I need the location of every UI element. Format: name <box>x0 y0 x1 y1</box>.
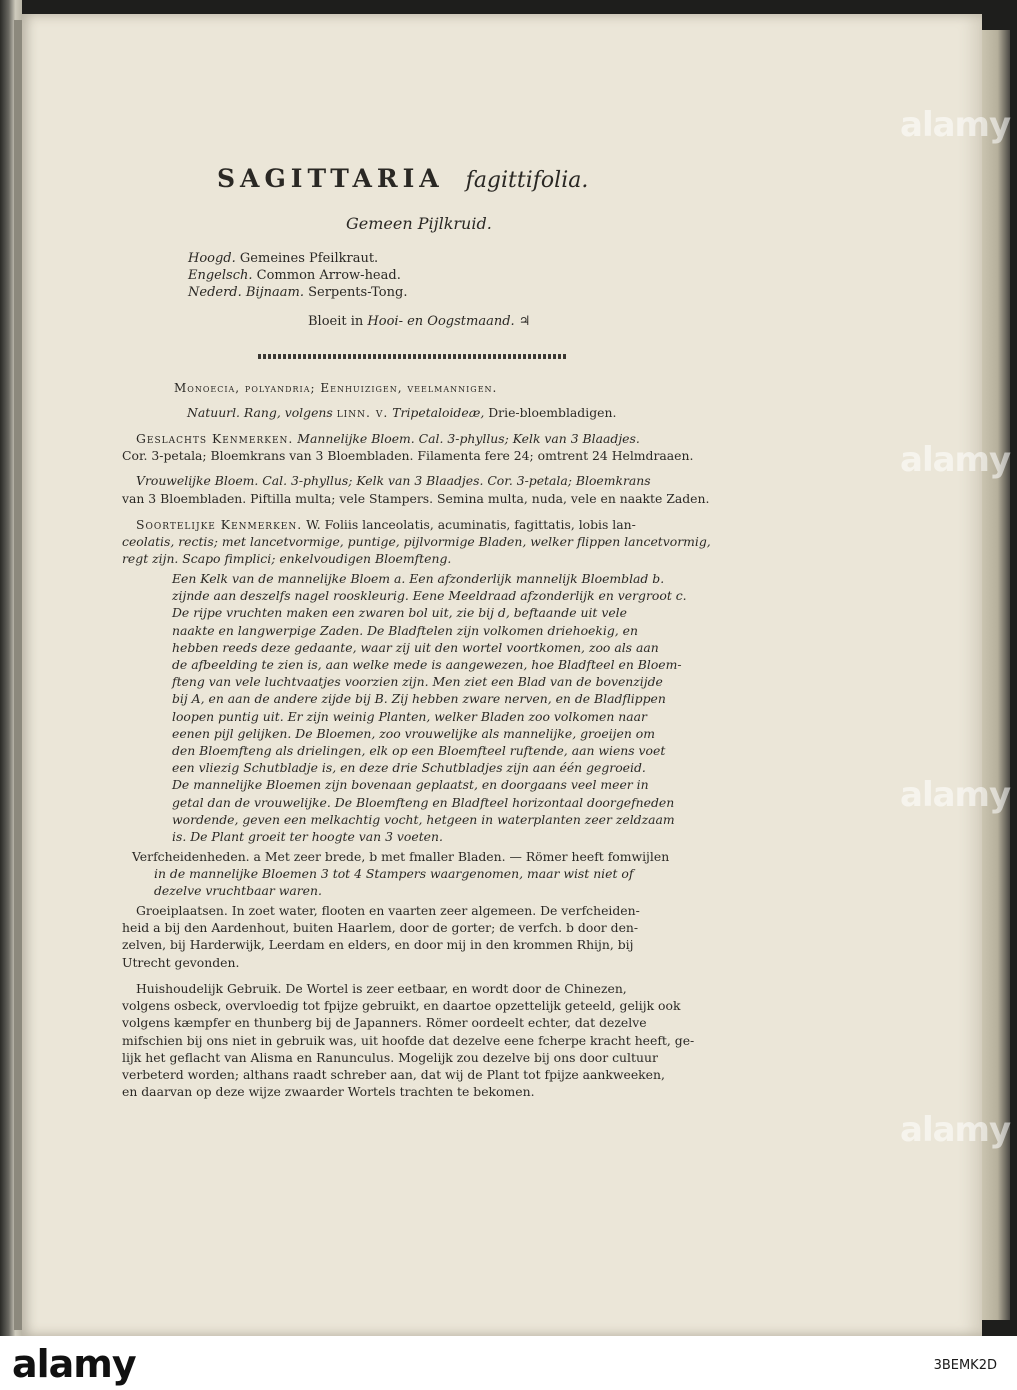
perennial-symbol: ♃ <box>518 314 531 329</box>
description-line: De mannelijke Bloemen zijn bovenaan geplaatst, en doorgaans veel meer in <box>172 777 649 793</box>
description-line: fteng van vele luchtvaatjes voorzien zijn. Men ziet een Blad van de bovenzijde <box>172 674 663 690</box>
description-line: is. De Plant groeit ter hoogte van 3 voeten. <box>172 829 443 845</box>
page-content <box>22 14 982 1336</box>
common-name: Gemeen Pijlkruid. <box>346 214 492 233</box>
watermark-logo: alamy <box>900 440 1011 480</box>
plant-title <box>217 164 588 193</box>
geslachts-line: Mannelijke Bloem. Cal. 3-phyllus; Kelk van 3 Blaadjes. <box>297 431 640 446</box>
flowering-period <box>308 314 530 329</box>
rang-dutch: Drie-bloembladigen. <box>488 405 617 420</box>
name-row <box>188 250 407 267</box>
classification <box>174 380 497 397</box>
rang-linn: linn. v. <box>336 405 389 420</box>
rang-order: Tripetaloideæ, <box>392 405 485 420</box>
use-line: verbeterd worden; althans raadt schreber aan, dat wij de Plant tot fpijze aankweeken, <box>122 1067 665 1083</box>
name-lang: Engelsch. <box>188 268 253 283</box>
name-value: Gemeines Pfeilkraut. <box>239 251 379 266</box>
soortelijke-line: ceolatis, rectis; met lancetvormige, puntige, pijlvormige Bladen, welker flippen lancetvormig, <box>122 534 711 550</box>
description-line: een vliezig Schutbladje is, en deze drie Schutbladjes zijn aan één gegroeid. <box>172 760 646 776</box>
name-row <box>188 284 407 301</box>
habitat-line: Utrecht gevonden. <box>122 954 240 970</box>
bloeit-prefix: Bloeit in <box>308 314 364 329</box>
description-line: eenen pijl gelijken. De Bloemen, zoo vrouwelijke als mannelijke, groeijen om <box>172 725 655 741</box>
rang-label: Natuurl. Rang, volgens <box>187 405 333 420</box>
description-line: wordende, geven een melkachtig vocht, hetgeen in waterplanten zeer zeldzaam <box>172 811 675 827</box>
watermark-footer <box>0 1336 1017 1390</box>
book-page <box>22 14 982 1336</box>
use-line: en daarvan op deze wijze zwaarder Wortels trachten te bekomen. <box>122 1084 535 1100</box>
image-id: 3BEMK2D <box>933 1358 997 1373</box>
classification-text: Monoecia, polyandria; Eenhuizigen, veelmannigen. <box>174 381 498 395</box>
name-lang: Nederd. Bijnaam. <box>188 285 304 300</box>
name-lang: Hoogd. <box>188 251 236 266</box>
watermark-logo: alamy <box>900 1110 1011 1150</box>
habitat <box>122 902 922 971</box>
description-line: De rijpe vruchten maken een zwaren bol uit, zie bij d, beftaande uit vele <box>172 605 627 621</box>
description-line: den Bloemfteng als drielingen, elk op een Bloemfteel ruftende, aan wiens voet <box>172 743 666 759</box>
geslachts-line: Cor. 3-petala; Bloemkrans van 3 Bloembladen. Filamenta fere 24; omtrent 24 Helmdraaen. <box>122 448 694 464</box>
description-line: getal dan de vrouwelijke. De Bloemfteng en Bladfteel horizontaal doorgefneden <box>172 794 675 810</box>
description-line: zijnde aan deszelfs nagel rooskleurig. Eene Meeldraad afzonderlijk en vergroot c. <box>172 588 687 604</box>
footer-logo: alamy <box>12 1342 136 1386</box>
habitat-line: heid a bij den Aardenhout, buiten Haarlem, door de gorter; de verfch. b door den- <box>122 920 639 936</box>
household-use <box>122 980 922 1100</box>
varieties-line: Verfcheidenheden. a Met zeer brede, b met fmaller Bladen. — Römer heeft fomwijlen <box>132 849 670 864</box>
use-line: volgens osbeck, overvloedig tot fpijze gebruikt, en daartoe opzettelijk geteeld, gelijk ook <box>122 998 681 1014</box>
soortelijke-label: Soortelijke Kenmerken. <box>136 517 303 532</box>
genus-name: SAGITTARIA <box>217 164 444 193</box>
description-line: bij A, en aan de andere zijde bij B. Zij hebben zware nerven, en de Bladflippen <box>172 691 666 707</box>
name-row <box>188 267 407 284</box>
decorative-rule <box>258 354 568 359</box>
use-line: lijk het geflacht van Alisma en Ranunculus. Mogelijk zou dezelve bij ons door cultuur <box>122 1049 658 1065</box>
use-line: Huishoudelijk Gebruik. De Wortel is zeer eetbaar, en wordt door de Chinezen, <box>136 981 627 996</box>
description-line: loopen puntig uit. Er zijn weinig Planten, welker Bladen zoo volkomen naar <box>172 708 647 724</box>
genus-characters <box>122 430 922 507</box>
vernacular-names <box>188 250 407 301</box>
description-line: de afbeelding te zien is, aan welke mede is aangewezen, hoe Bladfteel en Bloem- <box>172 657 682 673</box>
habitat-line: zelven, bij Harderwijk, Leerdam en elders, en door mij in den krommen Rhijn, bij <box>122 937 634 953</box>
varieties-line: in de mannelijke Bloemen 3 tot 4 Stampers waargenomen, maar wist niet of <box>154 866 634 882</box>
watermark-logo: alamy <box>900 105 1011 145</box>
natural-rank <box>187 404 616 421</box>
use-line: volgens kæmpfer en thunberg bij de Japanners. Römer oordeelt echter, dat dezelve <box>122 1015 647 1031</box>
use-line: mifschien bij ons niet in gebruik was, uit hoofde dat dezelve eene fcherpe kracht heeft, ge- <box>122 1032 695 1048</box>
name-value: Common Arrow-head. <box>256 268 401 283</box>
watermark-logo: alamy <box>900 775 1011 815</box>
species-characters <box>122 516 922 568</box>
book-gutter <box>14 20 22 1330</box>
geslachts-label: Geslachts Kenmerken. <box>136 431 294 446</box>
description-line: hebben reeds deze gedaante, waar zij uit den wortel voortkomen, zoo als aan <box>172 639 659 655</box>
bloeit-months: Hooi- en Oogstmaand. <box>367 314 515 329</box>
geslachts-line: Vrouwelijke Bloem. Cal. 3-phyllus; Kelk van 3 Blaadjes. Cor. 3-petala; Bloemkrans <box>136 473 651 489</box>
soortelijke-line: regt zijn. Scapo fimplici; enkelvoudigen Bloemfteng. <box>122 551 452 567</box>
species-name: fagittifolia. <box>465 168 589 193</box>
habitat-line: Groeiplaatsen. In zoet water, flooten en vaarten zeer algemeen. De verfcheiden- <box>136 903 640 918</box>
varieties <box>132 848 922 900</box>
soortelijke-line: W. Foliis lanceolatis, acuminatis, fagittatis, lobis lan- <box>306 517 636 532</box>
plant-description <box>172 570 922 845</box>
name-value: Serpents-Tong. <box>308 285 408 300</box>
description-line: Een Kelk van de mannelijke Bloem a. Een afzonderlijk mannelijk Bloemblad b. <box>172 571 665 586</box>
varieties-line: dezelve vruchtbaar waren. <box>154 883 322 899</box>
geslachts-line: van 3 Bloembladen. Piftilla multa; vele Stampers. Semina multa, nuda, vele en naakte Zaden. <box>122 490 710 506</box>
description-line: naakte en langwerpige Zaden. De Bladftelen zijn volkomen driehoekig, en <box>172 622 638 638</box>
